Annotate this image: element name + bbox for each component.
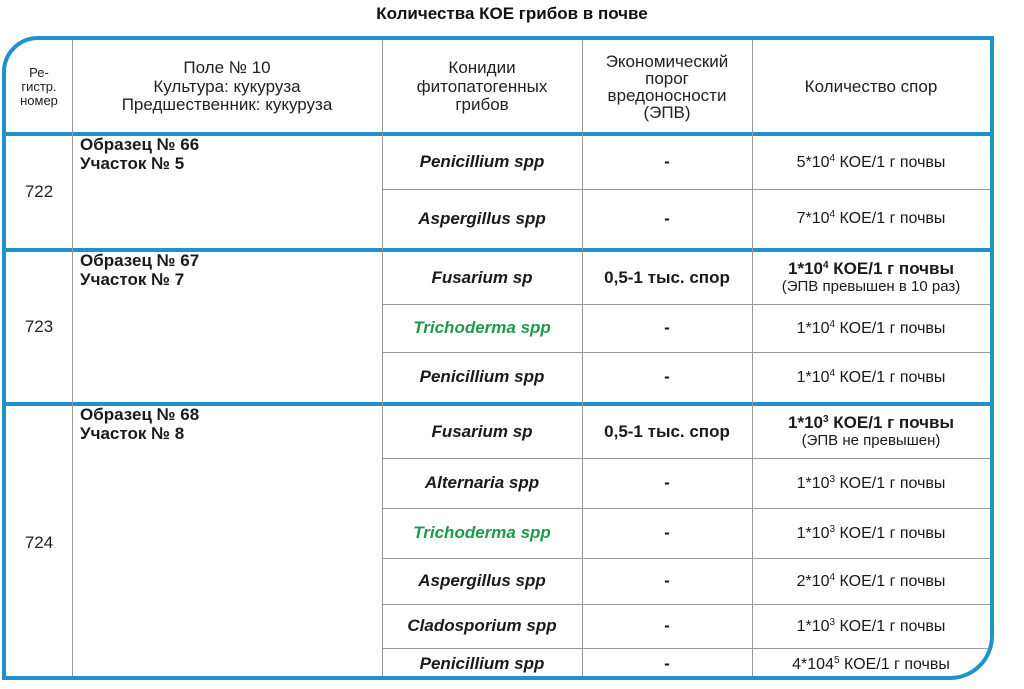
fungus-name: Fusarium sp <box>431 267 533 287</box>
spore-count <box>752 252 990 304</box>
fungus-name: Trichoderma spp <box>413 523 551 543</box>
threshold-value: - <box>664 208 670 228</box>
threshold-value: - <box>664 367 670 387</box>
threshold-value: 0,5-1 тыс. спор <box>604 421 730 441</box>
sample-info <box>72 406 382 680</box>
threshold-value: - <box>664 571 670 591</box>
fungus-name: Penicillium spp <box>419 367 545 387</box>
spore-coef: 5*10 <box>796 153 830 171</box>
threshold-value: - <box>664 523 670 543</box>
spore-exponent: 3 <box>829 616 836 628</box>
spore-unit: КОЕ/1 г почвы <box>839 210 946 228</box>
sample-info <box>72 252 382 402</box>
spore-count <box>752 353 990 402</box>
spore-count <box>752 559 990 604</box>
threshold-note: (ЭПВ не превышен) <box>801 432 941 450</box>
spore-coef: 1*10 <box>796 474 830 492</box>
spore-value <box>788 414 954 433</box>
table-title: Количества КОЕ грибов в почве <box>376 4 648 23</box>
spore-exponent: 3 <box>829 473 836 485</box>
reg-number: 723 <box>24 316 54 336</box>
plot-number: Участок № 5 <box>80 153 185 173</box>
threshold-value: 0,5-1 тыс. спор <box>604 267 730 287</box>
fungus-name: Alternaria spp <box>424 473 540 493</box>
spore-unit: КОЕ/1 г почвы <box>839 617 946 635</box>
fungus-name: Penicillium spp <box>419 654 545 674</box>
plot-number: Участок № 7 <box>80 269 185 289</box>
header-conidia-line: грибов <box>455 95 509 115</box>
header-threshold-line: Экономический <box>605 52 729 71</box>
spore-value <box>797 369 946 387</box>
spore-exponent: 4 <box>829 318 836 330</box>
reg-number: 722 <box>24 181 54 201</box>
header-conidia <box>382 40 582 134</box>
header-field-info <box>72 40 382 134</box>
sample-number: Образец № 67 <box>80 251 200 270</box>
spore-unit: КОЕ/1 г почвы <box>833 413 954 433</box>
spore-unit: КОЕ/1 г почвы <box>839 368 946 386</box>
header-threshold-line: (ЭПВ) <box>643 103 691 122</box>
header-threshold-line: порог <box>645 69 689 88</box>
fungus-name: Trichoderma spp <box>413 318 551 338</box>
spore-count <box>752 459 990 508</box>
soil-fungi-table <box>2 36 994 680</box>
spore-coef: 1*10 <box>796 368 830 386</box>
header-threshold-line: вредоносности <box>607 86 727 105</box>
spore-unit: КОЕ/1 г почвы <box>839 572 946 590</box>
sample-number: Образец № 68 <box>80 405 200 424</box>
spore-unit: КОЕ/1 г почвы <box>833 259 954 279</box>
spore-exponent: 4 <box>829 571 836 583</box>
spore-exponent: 3 <box>829 523 836 535</box>
header-threshold <box>582 40 752 134</box>
spore-coef: 4*104 <box>792 655 834 673</box>
header-spores: Количество спор <box>804 76 938 96</box>
sample-number: Образец № 66 <box>80 135 200 154</box>
threshold-value: - <box>664 318 670 338</box>
spore-exponent: 4 <box>829 367 836 379</box>
spore-count <box>752 305 990 352</box>
header-reg-line: Ре- <box>29 64 49 80</box>
spore-coef: 1*10 <box>796 524 830 542</box>
fungus-name: Penicillium spp <box>419 152 545 172</box>
spore-coef: 1*10 <box>796 319 830 337</box>
threshold-value: - <box>664 152 670 172</box>
spore-count <box>752 190 990 248</box>
fungus-name: Fusarium sp <box>431 421 533 441</box>
spore-count <box>752 136 990 189</box>
header-conidia-line: Конидии <box>448 57 516 77</box>
fungus-name: Aspergillus spp <box>418 208 546 228</box>
header-reg-line: гистр. <box>21 78 57 94</box>
spore-unit: КОЕ/1 г почвы <box>839 524 946 542</box>
spore-count <box>752 509 990 558</box>
spore-coef: 7*10 <box>796 210 830 228</box>
threshold-value: - <box>664 473 670 493</box>
spore-coef: 2*10 <box>796 572 830 590</box>
plot-number: Участок № 8 <box>80 423 185 443</box>
spore-exponent: 4 <box>829 152 836 164</box>
spore-coef: 1*10 <box>796 617 830 635</box>
spore-value <box>797 618 946 636</box>
spore-value <box>797 154 946 172</box>
threshold-value: - <box>664 654 670 674</box>
spore-value <box>797 320 946 338</box>
spore-coef: 1*10 <box>788 259 823 279</box>
header-field-line: Предшественник: кукуруза <box>121 95 333 115</box>
spore-value <box>797 210 946 228</box>
spore-value <box>797 475 946 493</box>
header-conidia-line: фитопатогенных <box>416 76 548 96</box>
spore-value <box>797 573 946 591</box>
threshold-value: - <box>664 616 670 636</box>
spore-exponent: 3 <box>822 414 829 426</box>
spore-exponent: 4 <box>829 209 836 221</box>
fungus-name: Aspergillus spp <box>418 571 546 591</box>
spore-value <box>797 525 946 543</box>
spore-coef: 1*10 <box>788 413 823 433</box>
spore-exponent: 4 <box>822 260 829 272</box>
threshold-note: (ЭПВ превышен в 10 раз) <box>781 278 961 296</box>
header-field-line: Культура: кукуруза <box>153 76 301 96</box>
spore-value <box>792 656 950 674</box>
spore-count <box>752 649 990 680</box>
header-field-line: Поле № 10 <box>183 57 271 77</box>
header-reg-number <box>6 40 72 134</box>
spore-value <box>788 260 954 279</box>
header-reg-line: номер <box>20 93 58 109</box>
fungus-name: Cladosporium spp <box>407 616 557 636</box>
spore-count <box>752 605 990 648</box>
sample-info <box>72 136 382 248</box>
reg-number: 724 <box>24 532 54 552</box>
spore-unit: КОЕ/1 г почвы <box>839 474 946 492</box>
spore-unit: КОЕ/1 г почвы <box>839 319 946 337</box>
spore-exponent: 5 <box>833 654 840 666</box>
spore-unit: КОЕ/1 г почвы <box>839 153 946 171</box>
spore-unit: КОЕ/1 г почвы <box>843 655 950 673</box>
spore-count <box>752 406 990 458</box>
